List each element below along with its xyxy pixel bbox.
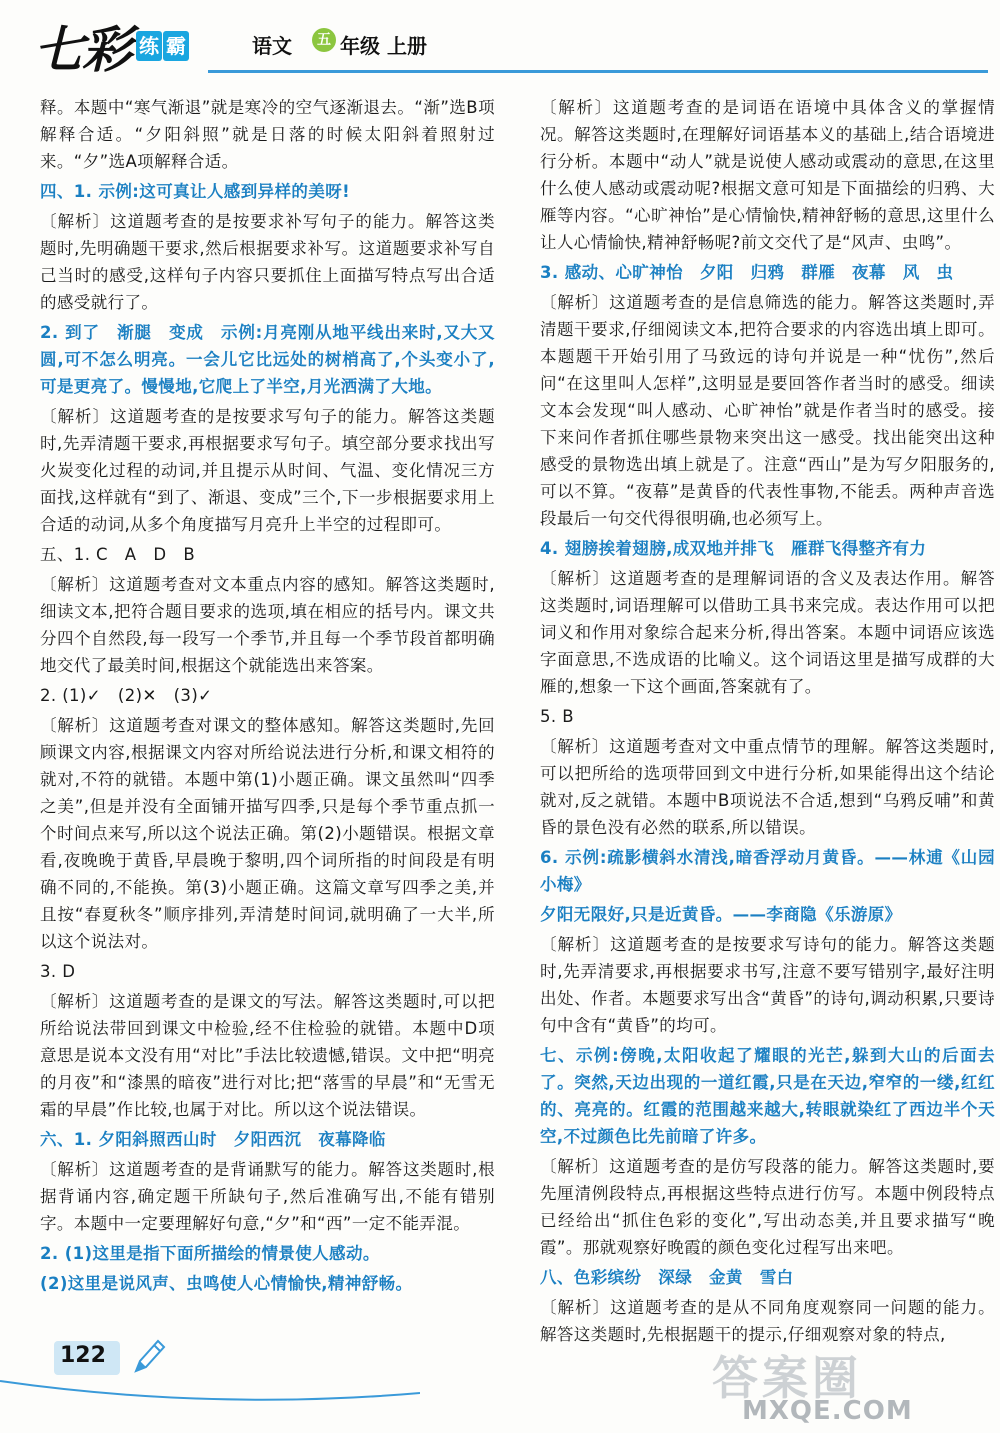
- text-paragraph: 〔解析〕这道题考查的是按要求写诗句的能力。解答这类题时,先弄清要求,再根据要求书写,注意不要写错别字,最好注明出处、作者。本题要求写出含“黄昏”的诗句,调动积累,只要诗句中含有“黄昏”的均可。: [540, 935, 995, 1035]
- answer-line: 2. (1)这里是指下面所描绘的情景使人感动。: [40, 1244, 380, 1263]
- text-paragraph: 〔解析〕这道题考查的是背诵默写的能力。解答这类题时,根据背诵内容,确定题干所缺句子,然后准确写出,不能有错别字。本题中一定要理解好句意,“夕”和“西”一定不能弄混。: [40, 1160, 495, 1233]
- answer-line: 六、1. 夕阳斜照西山时 夕阳西沉 夜幕降临: [40, 1130, 386, 1149]
- text-paragraph: 〔解析〕这道题考查对课文的整体感知。解答这类题时,先回顾课文内容,根据课文内容对所给说法进行分析,和课文相符的就对,不符的就错。本题中第(1)小题正确。课文虽然叫“四季之美”,但是并没有全面铺开描写四季,只是每个季节重点抓一个时间点来写,所以这个说法正确。第(2)小题错误。根据文章看,夜晚晚于黄昏,早晨晚于黎明,四个词所指的时间段是有明确不同的,不能换。第(3)小题正确。这篇文章写四季之美,并且按“春夏秋冬”顺序排列,弄清楚时间词,就明确了一大半,所以这个说法对。: [40, 716, 495, 951]
- text-paragraph: 〔解析〕这道题考查对文中重点情节的理解。解答这类题时,可以把所给的选项带回到文中进行分析,如果能得出这个结论就对,反之就错。本题中B项说法不合适,想到“乌鸦反哺”和黄昏的景色没有必然的联系,所以错误。: [540, 737, 995, 837]
- right-column: [540, 94, 995, 1351]
- page-number: 122: [60, 1343, 106, 1368]
- answer-line: 七、示例:傍晚,太阳收起了耀眼的光芒,躲到大山的后面去了。突然,天边出现的一道红霞,只是在天边,窄窄的一缕,红红的、亮亮的。红霞的范围越来越大,转眼就染红了西边半个天空,不过颜色比先前暗了许多。: [540, 1046, 995, 1146]
- brand-logo: [34, 18, 189, 79]
- answer-line: 2. 到了 渐腿 变成 示例:月亮刚从地平线出来时,又大又圆,可不怎么明亮。一会儿它比远处的树梢高了,个头变小了,可是更亮了。慢慢地,它爬上了半空,月光洒满了大地。: [40, 323, 495, 396]
- left-column: [40, 94, 495, 1300]
- watermark-url: MXQE.COM: [742, 1396, 913, 1426]
- text-paragraph: 〔解析〕这道题考查的是从不同角度观察同一问题的能力。解答这类题时,先根据题干的提示,仔细观察对象的特点,: [540, 1298, 995, 1344]
- pencil-icon: [126, 1335, 170, 1379]
- watermark-title: 答案圈: [712, 1351, 862, 1405]
- page-curve-decoration: [0, 1375, 420, 1415]
- text-paragraph: 〔解析〕这道题考查的是课文的写法。解答这类题时,可以把所给说法带回到课文中检验,经不住检验的就错。本题中D项意思是说本文没有用“对比”手法比较遗憾,错误。文中把“明亮的月夜”和“漆黑的暗夜”进行对比;把“落雪的早晨”和“无雪无霜的早晨”作比较,也属于对比。所以这个说法错误。: [40, 992, 495, 1119]
- subject-label: 语文: [252, 34, 292, 58]
- page-footer: [0, 1335, 420, 1433]
- header-divider: [208, 70, 988, 73]
- answer-line: 4. 翅膀挨着翅膀,成双地并排飞 雁群飞得整齐有力: [540, 539, 927, 558]
- brand-char-ba: 霸: [163, 31, 189, 61]
- text-paragraph: 〔解析〕这道题考查的是词语在语境中具体含义的掌握情况。解答这类题时,在理解好词语基本义的基础上,结合语境进行分析。本题中“动人”就是说使人感动或震动的意思,在这里什么使人感动或震动呢?根据文意可知是下面描绘的归鸦、大雁等内容。“心旷神怡”是心情愉快,精神舒畅的意思,这里什么让人心情愉快,精神舒畅呢?前文交代了是“风声、虫鸣”。: [540, 98, 995, 252]
- brand-char-qi: 七: [34, 20, 80, 79]
- text-paragraph: 〔解析〕这道题考查的是按要求写句子的能力。解答这类题时,先弄清题干要求,再根据要求写句子。填空部分要求找出写火炭变化过程的动词,并且提示从时间、气温、变化情况三方面找,这样就有“到了、渐退、变成”三个,下一步根据要求用上合适的动词,从多个角度描写月亮升上半空的过程即可。: [40, 407, 495, 534]
- answer-line: 3. 感动、心旷神怡 夕阳 归鸦 群雁 夜幕 风 虫: [540, 263, 954, 282]
- text-paragraph: 〔解析〕这道题考查的是理解词语的含义及表达作用。解答这类题时,词语理解可以借助工具书来完成。表达作用可以把词义和作用对象综合起来分析,得出答案。本题中词语应该选字面意思,不选成语的比喻义。这个词语这里是描写成群的大雁的,想象一下这个画面,答案就有了。: [540, 569, 995, 696]
- text-paragraph: 3. D: [40, 962, 76, 981]
- text-paragraph: 〔解析〕这道题考查的是仿写段落的能力。解答这类题时,要先厘清例段特点,再根据这些特点进行仿写。本题中例段特点已经给出“抓住色彩的变化”,写出动态美,并且要求描写“晚霞”。那就观察好晚霞的颜色变化过程写出来吧。: [540, 1157, 995, 1257]
- text-paragraph: 5. B: [540, 707, 574, 726]
- text-paragraph: 〔解析〕这道题考查的是按要求补写句子的能力。解答这类题时,先明确题干要求,然后根据要求补写。这道题要求补写自己当时的感受,这样句子内容只要抓住上面描写特点写出合适的感受就行了。: [40, 212, 495, 312]
- answer-line: 夕阳无限好,只是近黄昏。——李商隐《乐游原》: [540, 905, 902, 924]
- text-paragraph: 〔解析〕这道题考查的是信息筛选的能力。解答这类题时,弄清题干要求,仔细阅读文本,把符合要求的内容选出填上即可。本题题干开始引用了马致远的诗句并说是一种“忧伤”,然后问“在这里叫人怎样”,这明显是要回答作者当时的感受。细读文本会发现“叫人感动、心旷神怡”就是作者当时的感受。接下来问作者抓住哪些景物来突出这一感受。找出能突出这种感受的景物选出填上就是了。注意“西山”是为写夕阳服务的,可以不算。“夜幕”是黄昏的代表性事物,不能丢。两种声音选段最后一句交代得很明确,也必须写上。: [540, 293, 995, 528]
- text-paragraph: 释。本题中“寒气渐退”就是寒冷的空气逐渐退去。“渐”选B项解释合适。“夕阳斜照”就是日落的时候太阳斜着照射过来。“夕”选A项解释合适。: [40, 98, 495, 171]
- text-paragraph: 〔解析〕这道题考查对文本重点内容的感知。解答这类题时,细读文本,把符合题目要求的选项,填在相应的括号内。课文共分四个自然段,每一段写一个季节,并且每一个季节段首都明确地交代了最美时间,根据这个就能选出来答案。: [40, 575, 495, 675]
- brand-char-cai: 彩: [82, 20, 132, 79]
- answer-line: 6. 示例:疏影横斜水清浅,暗香浮动月黄昏。——林逋《山园小梅》: [540, 848, 995, 894]
- answer-line: 四、1. 示例:这可真让人感到异样的美呀!: [40, 182, 351, 201]
- text-paragraph: 五、1. C A D B: [40, 545, 196, 564]
- text-paragraph: 2. (1)✓ (2)✕ (3)✓: [40, 686, 213, 705]
- answer-line: 八、色彩缤纷 深绿 金黄 雪白: [540, 1268, 794, 1287]
- grade-label: 年级 上册: [340, 34, 427, 58]
- page-header: [0, 0, 1000, 84]
- answer-line: (2)这里是说风声、虫鸣使人心情愉快,精神舒畅。: [40, 1274, 413, 1293]
- grade-number-badge: 五: [312, 28, 336, 52]
- brand-char-lian: 练: [136, 31, 162, 61]
